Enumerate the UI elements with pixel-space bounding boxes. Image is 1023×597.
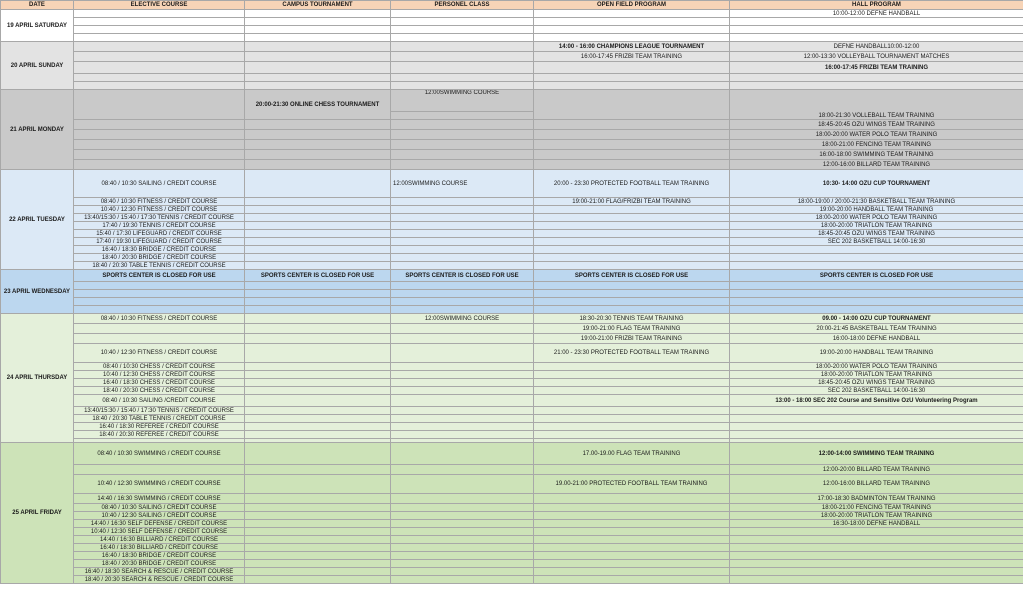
hall-cell: 10:30- 14:00 OZU CUP TOURNAMENT [730,170,1023,198]
open-field-cell: 19:00-21:00 FRIZBI TEAM TRAINING [534,334,730,344]
personel-cell: 12:00SWIMMING COURSE [391,314,534,324]
closed-notice: SPORTS CENTER IS CLOSED FOR USE [245,270,391,282]
header-open-field-program: OPEN FIELD PROGRAM [534,1,730,10]
header-hall-program: HALL PROGRAM [730,1,1023,10]
hall-cell: 18:00-21:00 FENCING TEAM TRAINING [730,504,1023,512]
elective-cell: 08:40 / 10:30 FITNESS / CREDIT COURSE [74,198,245,206]
elective-cell: 10:40 / 12:30 CHESS / CREDIT COURSE [74,371,245,379]
open-field-cell: 18:30-20:30 TENNIS TEAM TRAINING [534,314,730,324]
hall-cell: 17:00-18:30 BADMINTON TEAM TRAINING [730,494,1023,504]
header-personel-class: PERSONEL CLASS [391,1,534,10]
hall-cell: 18:00-20:00 WATER POLO TEAM TRAINING [730,363,1023,371]
elective-cell: 08:40 / 10:30 SAILING / CREDIT COURSE [74,504,245,512]
elective-cell: 14:40 / 16:30 SELF DEFENSE / CREDIT COURSE [74,520,245,528]
date-cell: 22 APRIL TUESDAY [1,170,74,270]
hall-cell: 16:00-17:45 FRIZBI TEAM TRAINING [730,62,1023,74]
hall-cell: 16:00-18:00 DEFNE HANDBALL [730,334,1023,344]
closed-notice: SPORTS CENTER IS CLOSED FOR USE [534,270,730,282]
personel-cell: 12:00SWIMMING COURSE [391,170,534,198]
header-date: DATE [1,1,74,10]
hall-cell: 13:00 - 18:00 SEC 202 Course and Sensitive OzU Volunteering Program [730,395,1023,407]
elective-cell: 18:40 / 20:30 CHESS / CREDIT COURSE [74,387,245,395]
elective-cell: 17:40 / 19:30 TENNIS / CREDIT COURSE [74,222,245,230]
elective-cell: 10:40 / 12:30 SELF DEFENSE / CREDIT COURSE [74,528,245,536]
elective-cell: 18:40 / 20:30 REFEREE / CREDIT COURSE [74,431,245,439]
open-field-cell: 19.00-21:00 PROTECTED FOOTBALL TEAM TRAINING [534,475,730,494]
date-cell: 23 APRIL WEDNESDAY [1,270,74,314]
elective-cell: 14:40 / 16:30 SWIMMING / CREDIT COURSE [74,494,245,504]
elective-cell: 08:40 / 10:30 SAILING / CREDIT COURSE [74,170,245,198]
hall-cell: 18:00-20:00 WATER POLO TEAM TRAINING [730,214,1023,222]
elective-cell: 16:40 / 18:30 BRIDGE / CREDIT COURSE [74,552,245,560]
hall-cell: 10:00-12:00 DEFNE HANDBALL [730,10,1023,18]
elective-cell: 16:40 / 18:30 SEARCH & RESCUE / CREDIT COURSE [74,568,245,576]
date-cell: 19 APRIL SATURDAY [1,10,74,42]
elective-cell: 10:40 / 12:30 FITNESS / CREDIT COURSE [74,344,245,363]
header-row [1,1,1023,10]
hall-cell: 18:00-20:00 TRIATLON TEAM TRAINING [730,371,1023,379]
elective-cell: 15:40 / 17:30 LIFEGUARD / CREDIT COURSE [74,230,245,238]
table-row [1,170,1023,198]
hall-cell: 12:00-13:30 VOLLEYBALL TOURNAMENT MATCHES [730,52,1023,62]
elective-cell: 18:40 / 20:30 BRIDGE / CREDIT COURSE [74,560,245,568]
elective-cell: 18:40 / 20:30 TABLE TENNIS / CREDIT COURSE [74,415,245,423]
elective-cell: 08:40 / 10:30 SWIMMING / CREDIT COURSE [74,443,245,465]
elective-cell: 16:40 / 18:30 BILLIARD / CREDIT COURSE [74,544,245,552]
hall-cell: 09.00 - 14:00 OZU CUP TOURNAMENT [730,314,1023,324]
elective-cell: 08:40 / 10:30 CHESS / CREDIT COURSE [74,363,245,371]
table-row [1,314,1023,324]
closed-notice: SPORTS CENTER IS CLOSED FOR USE [391,270,534,282]
hall-cell: 18:00-20:00 TRIATLON TEAM TRAINING [730,222,1023,230]
elective-cell: 17:40 / 19:30 LIFEGUARD / CREDIT COURSE [74,238,245,246]
personel-cell: 12:00SWIMMING COURSE [391,90,534,112]
elective-cell: 18:40 / 20:30 SEARCH & RESCUE / CREDIT COURSE [74,576,245,584]
hall-cell: 18:45-20:45 OZU WINGS TEAM TRAINING [730,120,1023,130]
hall-cell: 18:00-19:00 / 20:00-21:30 BASKETBALL TEAM TRAINING [730,198,1023,206]
date-cell: 25 APRIL FRIDAY [1,443,74,584]
hall-cell: 12:00-16:00 BILLARD TEAM TRAINING [730,475,1023,494]
elective-cell: 10:40 / 12:30 FITNESS / CREDIT COURSE [74,206,245,214]
hall-cell: 18:00-21:00 FENCING TEAM TRAINING [730,140,1023,150]
hall-cell: 16:30-18:00 DEFNE HANDBALL [730,520,1023,528]
date-cell: 20 APRIL SUNDAY [1,42,74,90]
open-field-cell: 21:00 - 23:30 PROTECTED FOOTBALL TEAM TRAINING [534,344,730,363]
hall-cell: 16:00-18:00 SWIMMING TEAM TRAINING [730,150,1023,160]
elective-cell: 16:40 / 18:30 REFEREE / CREDIT COURSE [74,423,245,431]
open-field-cell: 19:00-21:00 FLAG TEAM TRAINING [534,324,730,334]
table-row [1,42,1023,52]
hall-cell: 18:45-20:45 OZU WINGS TEAM TRAINING [730,379,1023,387]
hall-cell: 19:00-20:00 HANDBALL TEAM TRAINING [730,206,1023,214]
hall-cell: SEC 202 BASKETBALL 14:00-16:30 [730,387,1023,395]
hall-cell: 19:00-20:00 HANDBALL TEAM TRAINING [730,344,1023,363]
header-campus-tournament: CAMPUS TOURNAMENT [245,1,391,10]
hall-cell: 12:00-20:00 BILLARD TEAM TRAINING [730,465,1023,475]
elective-cell: 18:40 / 20:30 BRIDGE / CREDIT COURSE [74,254,245,262]
elective-cell: 16:40 / 18:30 BRIDGE / CREDIT COURSE [74,246,245,254]
table-row [1,443,1023,465]
date-cell: 24 APRIL THURSDAY [1,314,74,443]
open-field-cell: 16:00-17:45 FRIZBI TEAM TRAINING [534,52,730,62]
elective-cell: 14:40 / 16:30 BILLIARD / CREDIT COURSE [74,536,245,544]
header-elective-course: ELECTIVE COURSE [74,1,245,10]
open-field-cell: 14:00 - 16:00 CHAMPIONS LEAGUE TOURNAMENT [534,42,730,52]
open-field-cell: 20:00 - 23:30 PROTECTED FOOTBALL TEAM TRAINING [534,170,730,198]
table-row [1,90,1023,112]
tournament-cell: 20:00-21:30 ONLINE CHESS TOURNAMENT [245,90,391,120]
open-field-cell: 17.00-19.00 FLAG TEAM TRAINING [534,443,730,465]
closed-notice: SPORTS CENTER IS CLOSED FOR USE [730,270,1023,282]
elective-cell: 16:40 / 18:30 CHESS / CREDIT COURSE [74,379,245,387]
elective-cell: 10:40 / 12:30 SWIMMING / CREDIT COURSE [74,475,245,494]
hall-cell: SEC 202 BASKETBALL 14:00-16:30 [730,238,1023,246]
hall-cell: 18:45-20:45 OZU WINGS TEAM TRAINING [730,230,1023,238]
elective-cell: 13:40/15:30 / 15:40 / 17:30 TENNIS / CREDIT COURSE [74,407,245,415]
hall-cell: 18:00-20:00 TRIATLON TEAM TRAINING [730,512,1023,520]
elective-cell: 13:40/15:30 / 15:40 / 17:30 TENNIS / CREDIT COURSE [74,214,245,222]
hall-cell: 12:00-16:00 BILLARD TEAM TRAINING [730,160,1023,170]
date-cell: 21 APRIL MONDAY [1,90,74,170]
hall-cell: 18:00-20:00 WATER POLO TEAM TRAINING [730,130,1023,140]
elective-cell: 18:40 / 20:30 TABLE TENNIS / CREDIT COURSE [74,262,245,270]
hall-cell: 20:00-21:45 BASKETBALL TEAM TRAINING [730,324,1023,334]
open-field-cell: 19:00-21:00 FLAG/FRIZBI TEAM TRAINING [534,198,730,206]
elective-cell: 08:40 / 10:30 FITNESS / CREDIT COURSE [74,314,245,324]
table-row [1,10,1023,18]
hall-cell: DEFNE HANDBALL10:00-12:00 [730,42,1023,52]
table-row [1,270,1023,282]
elective-cell: 10:40 / 12:30 SAILING / CREDIT COURSE [74,512,245,520]
elective-cell: 08:40 / 10:30 SAILING /CREDIT COURSE [74,395,245,407]
hall-cell: 18:00-21:30 VOLLEBALL TEAM TRAINING [730,90,1023,120]
hall-cell: 12:00-14:00 SWIMMING TEAM TRAINING [730,443,1023,465]
closed-notice: SPORTS CENTER IS CLOSED FOR USE [74,270,245,282]
